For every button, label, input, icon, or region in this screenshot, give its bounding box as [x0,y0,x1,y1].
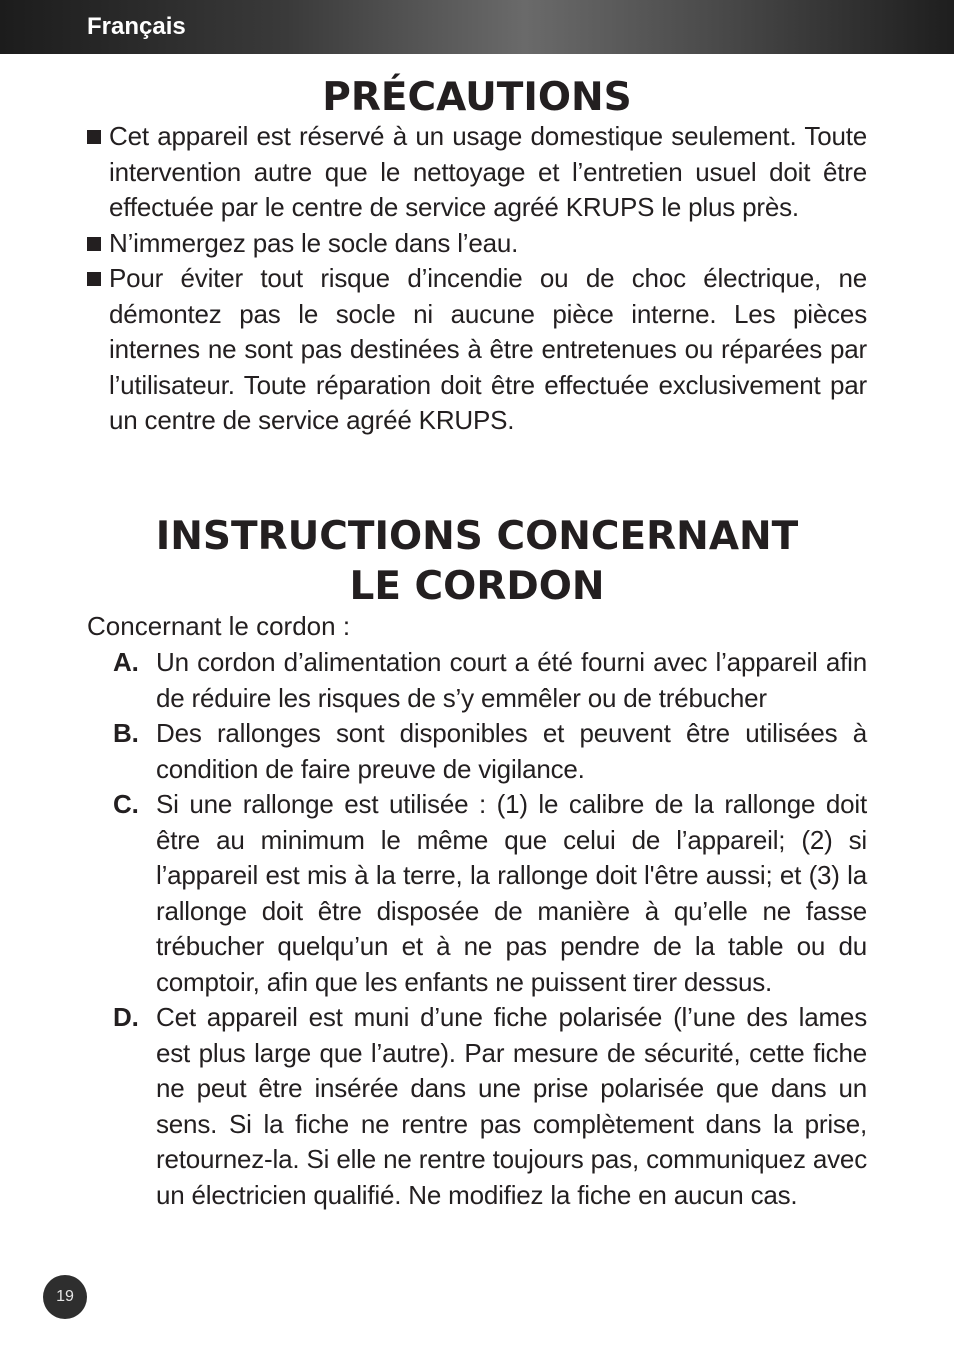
precaution-text: Pour éviter tout risque d’incendie ou de choc électrique, ne démontez pas le socle ni aucune pièce interne. Les pièces internes ne sont pas destinées à être entretenues ou réparées par l’utilisateur. Toute réparation doit être effectuée exclusivement par un centre de service agréé KRUPS. [109,263,867,435]
precaution-item [87,261,867,439]
square-bullet-icon [87,272,101,286]
precaution-item [87,226,867,262]
cord-instruction-item [87,716,867,787]
cord-instruction-item [87,787,867,1000]
cord-instruction-item [87,1000,867,1213]
precautions-title: PRÉCAUTIONS [322,75,632,120]
precaution-item [87,119,867,226]
language-header-bar [0,0,954,54]
language-label: Français [87,13,186,40]
item-letter: D. [113,1002,139,1032]
page-number: 19 [43,1275,87,1319]
cord-instruction-text: Des rallonges sont disponibles et peuvent être utilisées à condition de faire preuve de vigilance. [156,718,867,784]
precautions-list [87,119,867,439]
item-letter: A. [113,647,139,677]
cord-instructions-title [0,512,954,612]
cord-title-line-1: INSTRUCTIONS CONCERNANT [155,514,799,559]
square-bullet-icon [87,130,101,144]
cord-instruction-text: Si une rallonge est utilisée : (1) le calibre de la rallonge doit être au minimum le même que celui de l’appareil; (2) si l’appareil est mis à la terre, la rallonge doit l'être aussi; et (3) la rallonge doit être disposée de manière à qu’elle ne fasse trébucher quelqu’un et à ne pas pendre de la table ou du comptoir, afin que les enfants ne puissent tirer dessus. [156,789,867,997]
item-letter: C. [113,789,139,819]
cord-instruction-item [87,645,867,716]
precaution-text: N’immergez pas le socle dans l’eau. [109,227,519,258]
cord-intro-text: Concernant le cordon : [87,611,351,641]
item-letter: B. [113,718,139,748]
cord-instruction-text: Cet appareil est muni d’une fiche polarisée (l’une des lames est plus large que l’autre). Par mesure de sécurité, cette fiche ne peut être insérée dans une prise polarisée que dans un sens. Si la fiche ne rentre pas complètement dans la prise, retournez-la. Si elle ne rentre toujours pas, communiquez avec un électricien qualifié. Ne modifiez la fiche en aucun cas. [156,1002,867,1210]
square-bullet-icon [87,237,101,251]
cord-title-line-2: LE CORDON [349,564,605,609]
cord-instruction-text: Un cordon d’alimentation court a été fourni avec l’appareil afin de réduire les risques de s’y emmêler ou de trébucher [156,647,867,713]
cord-instructions-list [87,645,867,1213]
precaution-text: Cet appareil est réservé à un usage domestique seulement. Toute intervention autre que le nettoyage et l’entretien usuel doit être effectuée par le centre de service agréé KRUPS le plus près. [109,121,867,222]
